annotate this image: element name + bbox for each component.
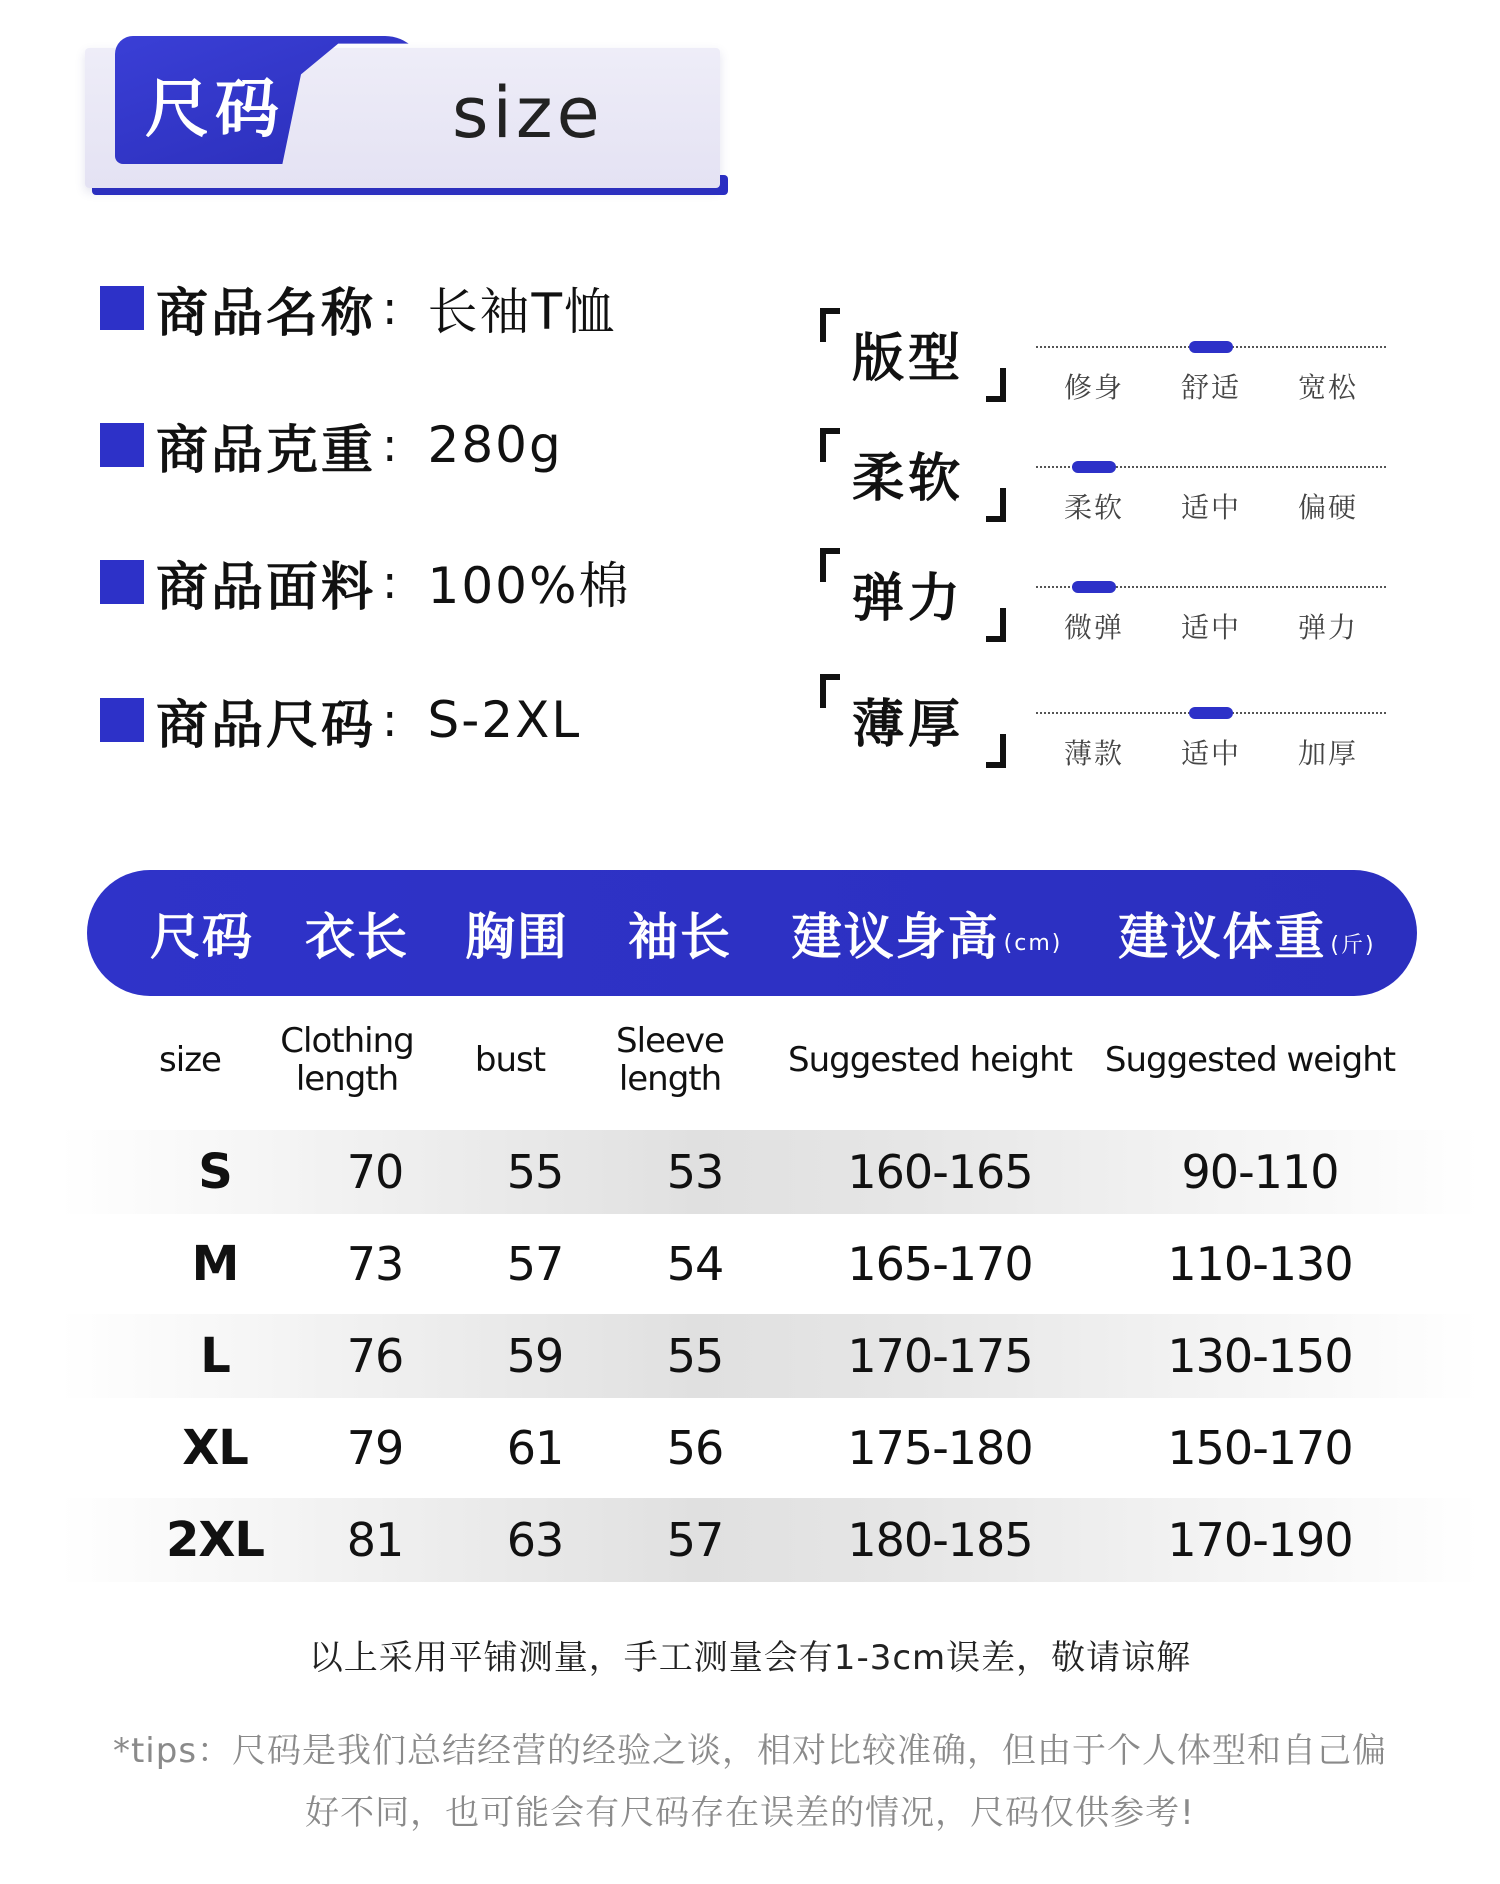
header-height (777, 870, 1077, 996)
banner-title: 尺码 (145, 73, 285, 147)
table-cell: 54 (666, 1237, 724, 1291)
subheader-size: size (159, 1040, 221, 1080)
subheader-length: Clothing length (280, 1021, 414, 1099)
scale-option: 加厚 (1297, 737, 1358, 770)
scale-track (1036, 586, 1386, 588)
scale-track (1036, 712, 1386, 714)
info-label: 商品克重 (156, 420, 377, 481)
bracket-right-icon (986, 608, 1006, 642)
square-bullet-icon (100, 560, 144, 604)
table-row (60, 1222, 1480, 1306)
table-cell: 73 (346, 1237, 404, 1291)
measurement-note: 以上采用平铺测量，手工测量会有1-3cm误差，敬请谅解 (308, 1638, 1192, 1678)
table-cell: 160-165 (847, 1145, 1033, 1199)
subheader-bust: bust (474, 1040, 546, 1080)
info-label: 商品面料 (156, 557, 377, 618)
header-height-label: 建议身高 (791, 908, 1000, 966)
header-weight-unit: (斤) (1330, 932, 1376, 958)
scale-indicator (1189, 341, 1233, 353)
scale-option: 薄款 (1063, 737, 1124, 770)
info-row-fabric (100, 552, 631, 618)
table-cell: 79 (346, 1421, 404, 1475)
header-bust: 胸围 (465, 908, 569, 966)
square-bullet-icon (100, 423, 144, 467)
attribute-thickness: 薄厚 薄款 适中 加厚 (826, 674, 1386, 774)
table-cell: 57 (666, 1513, 724, 1567)
table-row (60, 1498, 1480, 1582)
info-value: S-2XL (427, 691, 582, 749)
square-bullet-icon (100, 286, 144, 330)
scale-option: 宽松 (1297, 371, 1358, 404)
scale-track (1036, 346, 1386, 348)
scale-indicator (1072, 581, 1116, 593)
info-row-weight (100, 415, 563, 481)
table-cell: 55 (506, 1145, 564, 1199)
tips-note: *tips：尺码是我们总结经营的经验之谈，相对比较准确，但由于个人体型和自己偏好不同，也可能会有尺码存在误差的情况，尺码仅供参考! (112, 1731, 1388, 1833)
table-header (87, 870, 1417, 996)
scale-option: 修身 (1063, 371, 1124, 404)
scale-indicator (1072, 461, 1116, 473)
info-label: 商品名称 (156, 283, 377, 344)
header-size: 尺码 (150, 908, 254, 966)
header-weight (1097, 870, 1397, 996)
table-cell: 175-180 (847, 1421, 1033, 1475)
scale-track (1036, 466, 1386, 468)
table-cell: 150-170 (1167, 1421, 1353, 1475)
info-row-name (100, 278, 617, 344)
bracket-left-icon (820, 548, 840, 582)
table-row (60, 1130, 1480, 1214)
scale-option: 适中 (1180, 491, 1241, 524)
attribute-elasticity: 弹力 微弹 适中 弹力 (826, 548, 1386, 648)
table-cell: 180-185 (847, 1513, 1033, 1567)
info-value: 280g (427, 416, 563, 474)
header-length: 衣长 (305, 908, 409, 966)
table-cell: 56 (666, 1421, 724, 1475)
subheader-height: Suggested height (788, 1040, 1072, 1080)
subheader-weight: Suggested weight (1104, 1040, 1396, 1080)
bracket-right-icon (986, 488, 1006, 522)
scale-option: 适中 (1180, 611, 1241, 644)
attribute-softness: 柔软 柔软 适中 偏硬 (826, 428, 1386, 528)
info-row-size (100, 690, 582, 756)
size-cell: XL (182, 1420, 248, 1476)
header-height-unit: (cm) (1003, 930, 1063, 956)
table-cell: 53 (666, 1145, 724, 1199)
scale-option: 适中 (1180, 737, 1241, 770)
bracket-left-icon (820, 674, 840, 708)
size-cell: S (198, 1144, 232, 1200)
table-cell: 170-175 (847, 1329, 1033, 1383)
scale-indicator (1189, 707, 1233, 719)
info-value: 100%棉 (427, 557, 631, 615)
size-cell: L (200, 1328, 230, 1384)
table-cell: 170-190 (1167, 1513, 1353, 1567)
table-cell: 76 (346, 1329, 404, 1383)
header-sleeve: 袖长 (628, 908, 732, 966)
scale-option: 微弹 (1063, 611, 1124, 644)
size-cell: M (191, 1236, 239, 1292)
scale-option: 舒适 (1180, 371, 1241, 404)
table-cell: 63 (506, 1513, 564, 1567)
table-cell: 70 (346, 1145, 404, 1199)
attribute-fit: 版型 修身 舒适 宽松 (826, 308, 1386, 408)
square-bullet-icon (100, 698, 144, 742)
bracket-right-icon (986, 734, 1006, 768)
scale-option: 柔软 (1063, 491, 1124, 524)
bracket-right-icon (986, 368, 1006, 402)
header-weight-label: 建议体重 (1118, 908, 1327, 966)
banner-subtitle: size (452, 72, 604, 154)
table-cell: 90-110 (1181, 1145, 1339, 1199)
table-cell: 57 (506, 1237, 564, 1291)
table-cell: 130-150 (1167, 1329, 1353, 1383)
table-cell: 110-130 (1167, 1237, 1353, 1291)
table-cell: 81 (346, 1513, 404, 1567)
info-colon: : (382, 281, 398, 335)
table-row (60, 1314, 1480, 1398)
subheader-sleeve: Sleeve length (616, 1021, 724, 1099)
table-cell: 55 (666, 1329, 724, 1383)
table-cell: 59 (506, 1329, 564, 1383)
info-value: 长袖T恤 (427, 283, 617, 341)
info-label: 商品尺码 (156, 695, 377, 756)
info-colon: : (382, 418, 398, 472)
table-cell: 61 (506, 1421, 564, 1475)
table-row (60, 1406, 1480, 1490)
info-colon: : (382, 693, 398, 747)
scale-option: 弹力 (1297, 611, 1358, 644)
info-colon: : (382, 555, 398, 609)
size-cell: 2XL (166, 1512, 264, 1568)
table-cell: 165-170 (847, 1237, 1033, 1291)
bracket-left-icon (820, 428, 840, 462)
bracket-left-icon (820, 308, 840, 342)
scale-option: 偏硬 (1297, 491, 1358, 524)
